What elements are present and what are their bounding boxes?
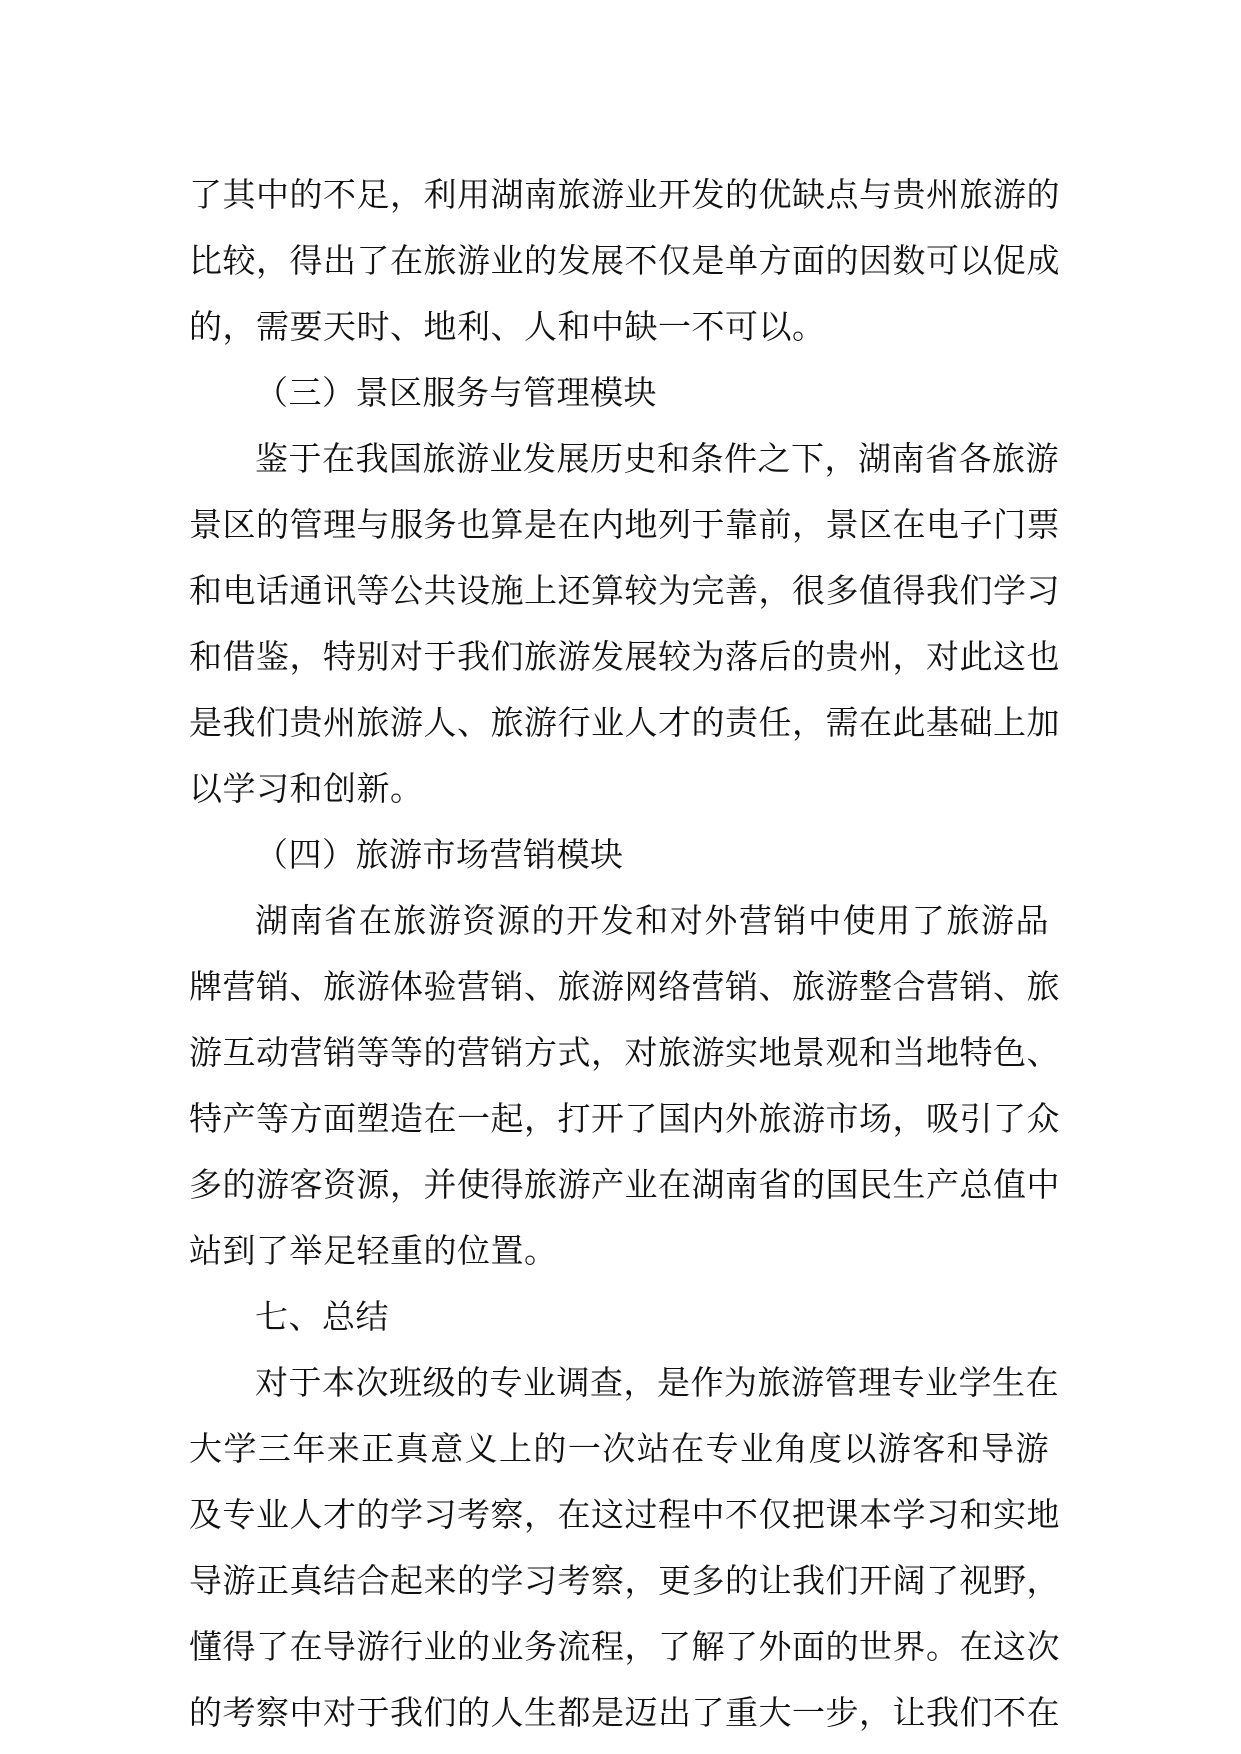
text-line: 和电话通讯等公共设施上还算较为完善，很多值得我们学习: [189, 571, 1060, 610]
text-line: 鉴于在我国旅游业发展历史和条件之下，湖南省各旅游: [255, 439, 1059, 478]
text-line: 牌营销、旅游体验营销、旅游网络营销、旅游整合营销、旅: [189, 967, 1060, 1006]
text-line: 站到了举足轻重的位置。: [189, 1231, 558, 1270]
text-line: 湖南省在旅游资源的开发和对外营销中使用了旅游品: [255, 901, 1049, 940]
text-line: 多的游客资源，并使得旅游产业在湖南省的国民生产总值中: [189, 1165, 1060, 1204]
body-text: [189, 162, 1060, 1746]
text-line: 是我们贵州旅游人、旅游行业人才的责任，需在此基础上加: [189, 703, 1060, 742]
text-line: 对于本次班级的专业调查，是作为旅游管理专业学生在: [255, 1363, 1059, 1402]
section-heading-4: （四）旅游市场营销模块: [255, 835, 624, 874]
text-line: 导游正真结合起来的学习考察，更多的让我们开阔了视野，: [189, 1561, 1060, 1600]
text-line: 游互动营销等等的营销方式，对旅游实地景观和当地特色、: [189, 1033, 1060, 1072]
section-heading-summary: 七、总结: [255, 1297, 389, 1336]
text-line: 比较，得出了在旅游业的发展不仅是单方面的因数可以促成: [189, 241, 1060, 280]
section-heading-3: （三）景区服务与管理模块: [255, 373, 657, 412]
text-line: 了其中的不足，利用湖南旅游业开发的优缺点与贵州旅游的: [189, 175, 1060, 214]
text-line: 以学习和创新。: [189, 769, 424, 808]
text-line: 及专业人才的学习考察，在这过程中不仅把课本学习和实地: [189, 1495, 1060, 1534]
text-line: 景区的管理与服务也算是在内地列于靠前，景区在电子门票: [189, 505, 1060, 544]
text-line: 懂得了在导游行业的业务流程，了解了外面的世界。在这次: [189, 1627, 1060, 1666]
text-line: 大学三年来正真意义上的一次站在专业角度以游客和导游: [189, 1429, 1049, 1468]
text-line: 的，需要天时、地利、人和中缺一不可以。: [189, 307, 826, 346]
text-line: 的考察中对于我们的人生都是迈出了重大一步，让我们不在: [189, 1693, 1060, 1732]
text-line: 和借鉴，特别对于我们旅游发展较为落后的贵州，对此这也: [189, 637, 1060, 676]
text-line: 特产等方面塑造在一起，打开了国内外旅游市场，吸引了众: [189, 1099, 1060, 1138]
